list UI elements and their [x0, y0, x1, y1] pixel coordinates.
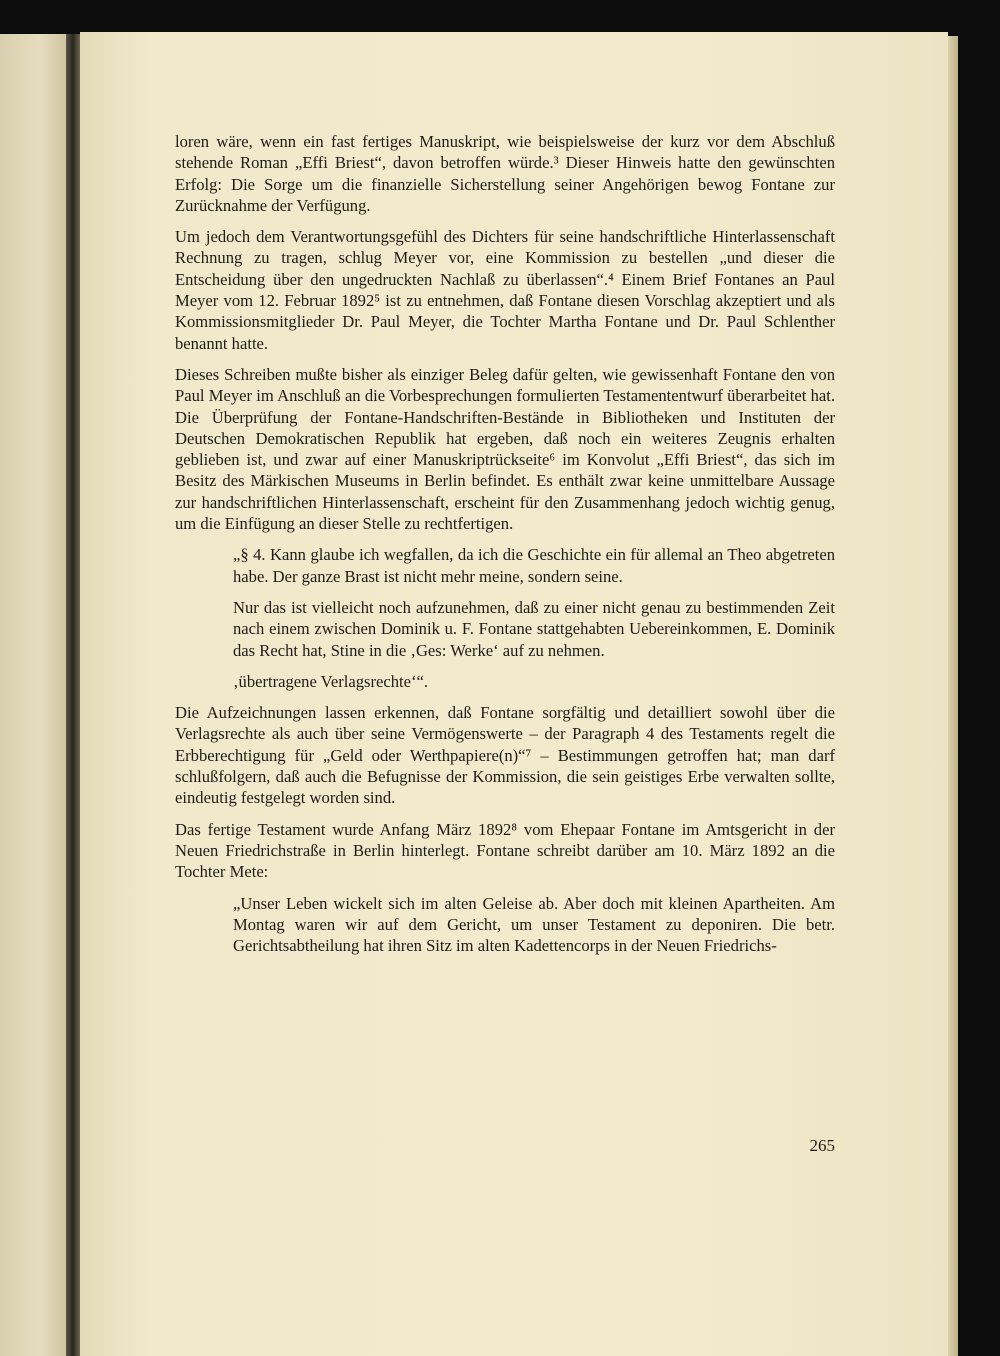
page-stack-edge: [948, 36, 958, 1356]
quote-paragraph: „§ 4. Kann glaube ich wegfallen, da ich die Geschichte ein für allemal an Theo abgetreten habe. Der ganze Brast ist nicht mehr meine, sondern seine.: [233, 545, 835, 586]
quote-paragraph: „Unser Leben wickelt sich im alten Geleise ab. Aber doch mit kleinen Apartheiten. Am Montag waren wir auf dem Gericht, um unser Testament zu deponiren. Die betr. Gerichtsabtheilung hat ihren Sitz im alten Kadettencorps in der Neuen Friedrichs-: [233, 893, 835, 956]
block-quote: [233, 893, 835, 957]
facing-page-edge: [0, 34, 66, 1356]
paragraph: Dieses Schreiben mußte bisher als einziger Beleg dafür gelten, wie gewissenhaft Fontane den von Paul Meyer im Anschluß an die Vorbesprechungen formulierten Testamententwurf überarbeitet hat. Die Überprüfung der Fontane-Handschriften-Bestände in Bibliotheken und Instituten der Deutschen Demokratischen Republik hat ergeben, daß noch ein weiteres Zeugnis erhalten geblieben ist, und zwar auf einer Manuskriptrückseite⁶ im Konvolut „Effi Briest“, das sich im Besitz des Märkischen Museums in Berlin befindet. Es enthält zwar keine unmittelbare Aussage zur handschriftlichen Hinterlassenschaft, erscheint für den Zusammenhang jedoch wichtig genug, um die Einfügung an dieser Stelle zu rechtfertigen.: [175, 364, 835, 534]
page-body-text: [175, 131, 835, 966]
paragraph: Die Aufzeichnungen lassen erkennen, daß Fontane sorgfältig und detailliert sowohl über die Verlagsrechte als auch über seine Vermögenswerte – der Paragraph 4 des Testaments regelt die Erbberechtigung für „Geld oder Werthpapiere(n)“⁷ – Bestimmungen getroffen hat; man darf schlußfolgern, daß auch die Befugnisse der Kommission, die sein geistiges Erbe verwalten sollte, eindeutig festgelegt worden sind.: [175, 703, 835, 808]
paragraph: Um jedoch dem Verantwortungsgefühl des Dichters für seine handschriftliche Hinterlassenschaft Rechnung zu tragen, schlug Meyer vor, eine Kommission zu bestellen „und dieser die Entscheidung über den ungedruckten Nachlaß zu überlassen“.⁴ Einem Brief Fontanes an Paul Meyer vom 12. Februar 1892⁵ ist zu entnehmen, daß Fontane diesen Vorschlag akzeptiert und als Kommissionsmitglieder Dr. Paul Meyer, die Tochter Martha Fontane und Dr. Paul Schlenther benannt hatte.: [175, 227, 835, 353]
paragraph: Das fertige Testament wurde Anfang März 1892⁸ vom Ehepaar Fontane im Amtsgericht in der Neuen Friedrichstraße in Berlin hinterlegt. Fontane schreibt darüber am 10. März 1892 an die Tochter Mete:: [175, 819, 835, 882]
page-number: 265: [809, 1136, 835, 1155]
paragraph: loren wäre, wenn ein fast fertiges Manuskript, wie beispielsweise der kurz vor dem Abschluß stehende Roman „Effi Briest“, davon betroffen würde.³ Dieser Hinweis hatte den gewünschten Erfolg: Die Sorge um die finanzielle Sicherstellung seiner Angehörigen bewog Fontane zur Zurücknahme der Verfügung.: [175, 132, 835, 215]
quote-paragraph: Nur das ist vielleicht noch aufzunehmen, daß zu einer nicht genau zu bestimmenden Zeit nach einem zwischen Dominik u. F. Fontane stattgehabten Uebereinkommen, E. Dominik das Recht hat, Stine in die ‚Ges: Werke‘ auf zu nehmen.: [233, 597, 835, 660]
block-quote: [233, 544, 835, 692]
quote-paragraph: ‚übertragene Verlagsrechte‘“.: [233, 671, 429, 691]
book-gutter: [66, 34, 80, 1356]
